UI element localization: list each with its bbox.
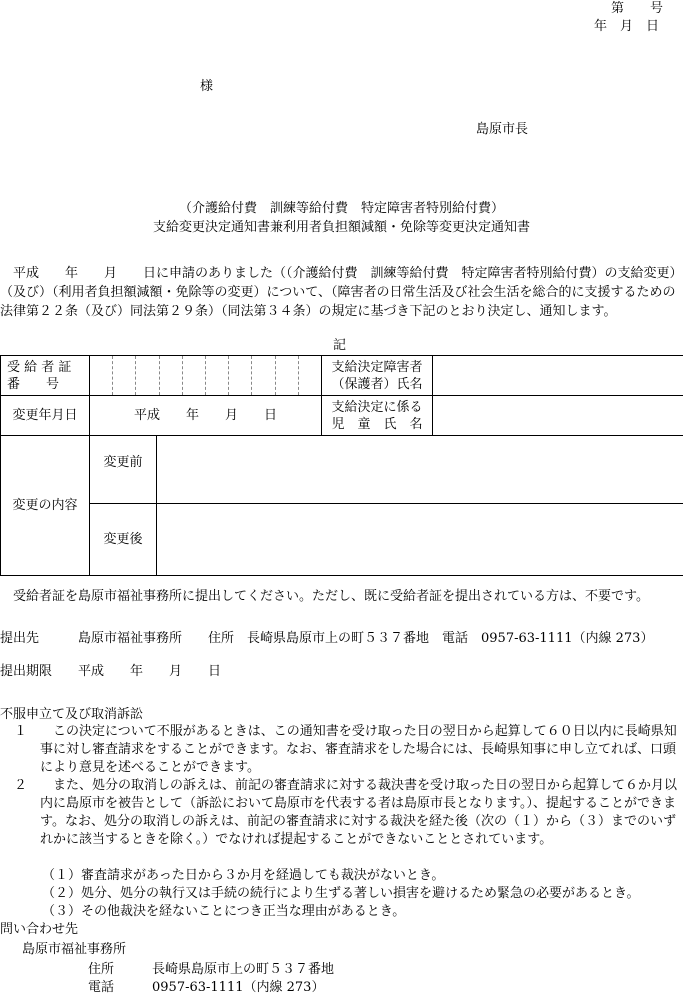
appeal-item-2-number: ２ — [14, 778, 28, 793]
appeal-sub-2: （２）処分、処分の執行又は手続の続行により生ずる著しい損害を避けるため緊急の必要があるとき。 — [42, 886, 640, 901]
before-field[interactable] — [157, 436, 683, 504]
contact-office: 島原市福祉事務所 — [22, 942, 127, 957]
appeal-sub-3: （３）その他裁決を経ないことにつき正当な理由があるとき。 — [42, 904, 406, 919]
document-date: 年 月 日 — [594, 19, 660, 34]
title-line-2: 支給変更決定通知書兼利用者負担額減額・免除等変更決定通知書 — [152, 220, 530, 235]
contact-phone-label: 電話 — [88, 980, 115, 995]
submit-to: 提出先 島原市福祉事務所 住所 長崎県島原市上の町５３７番地 電話 0957-63-1111（内線 273） — [0, 631, 654, 646]
addressee-suffix: 様 — [200, 79, 214, 94]
child-name-label: 支給決定に係る 児 童 氏 名 — [322, 396, 433, 436]
recipient-number-label: 受 給 者 証 番 号 — [1, 356, 90, 396]
before-label: 変更前 — [90, 436, 157, 504]
submit-deadline: 提出期限 平成 年 月 日 — [0, 664, 222, 679]
contact-address-label: 住所 — [88, 962, 115, 977]
appeal-item-1-number: １ — [14, 724, 28, 739]
change-date-value[interactable]: 平成 年 月 日 — [90, 396, 322, 436]
document-number: 第 号 — [611, 1, 664, 16]
intro-paragraph: 平成 年 月 日に申請のありました（（介護給付費 訓練等給付費 特定障害者特別給付費）の支給変更）（及び）（利用者負担額減額・免除等の変更）について、（障害者の日常生活及び社会生活を総合的に支援するための法律第２２条（及び）同法第２９条）（同法第３４条）の規定に基づき下記のとおり決定し、通知します。 — [0, 266, 683, 319]
issuer: 島原市長 — [476, 122, 529, 137]
appeal-item-1: この決定について不服があるときは、この通知書を受け取った日の翌日から起算して６０日以内に長崎県知事に対し審査請求をすることができます。なお、審査請求をした場合には、長崎県知事に申し立てれば、口頭により意見を述べることができます。 — [40, 724, 677, 775]
after-field[interactable] — [157, 504, 683, 576]
appeal-heading: 不服申立て及び取消訴訟 — [0, 707, 144, 722]
submit-note: 受給者証を島原市福祉事務所に提出してください。ただし、既に受給者証を提出されている方は、不要です。 — [0, 589, 649, 604]
recipient-name-field[interactable] — [433, 356, 683, 396]
ki-label: 記 — [333, 338, 347, 353]
after-label: 変更後 — [90, 504, 157, 576]
appeal-sub-1: （１）審査請求があった日から３か月を経過しても裁決がないとき。 — [42, 868, 445, 883]
recipient-number-field[interactable] — [90, 356, 322, 396]
recipient-name-label: 支給決定障害者 （保護者）氏名 — [322, 356, 433, 396]
change-date-label: 変更年月日 — [1, 396, 90, 436]
child-name-field[interactable] — [433, 396, 683, 436]
contact-heading: 問い合わせ先 — [0, 922, 79, 937]
contact-phone: 0957-63-1111（内線 273） — [152, 980, 325, 995]
change-content-label: 変更の内容 — [1, 436, 90, 576]
change-form-table — [0, 355, 683, 576]
appeal-item-2: また、処分の取消しの訴えは、前記の審査請求に対する裁決書を受け取った日の翌日から起算して６か月以内に島原市を被告として（訴訟において島原市を代表する者は島原市長となります。）、提起することができます。なお、処分の取消しの訴えは、前記の審査請求に対する裁決を経た後（次の（１）から（３）までのいずれかに該当するときを除く。）でなければ提起することができないこととされています。 — [40, 778, 678, 847]
contact-address: 長崎県島原市上の町５３７番地 — [152, 962, 335, 977]
title-line-1: （介護給付費 訓練等給付費 特定障害者特別給付費） — [178, 201, 504, 216]
